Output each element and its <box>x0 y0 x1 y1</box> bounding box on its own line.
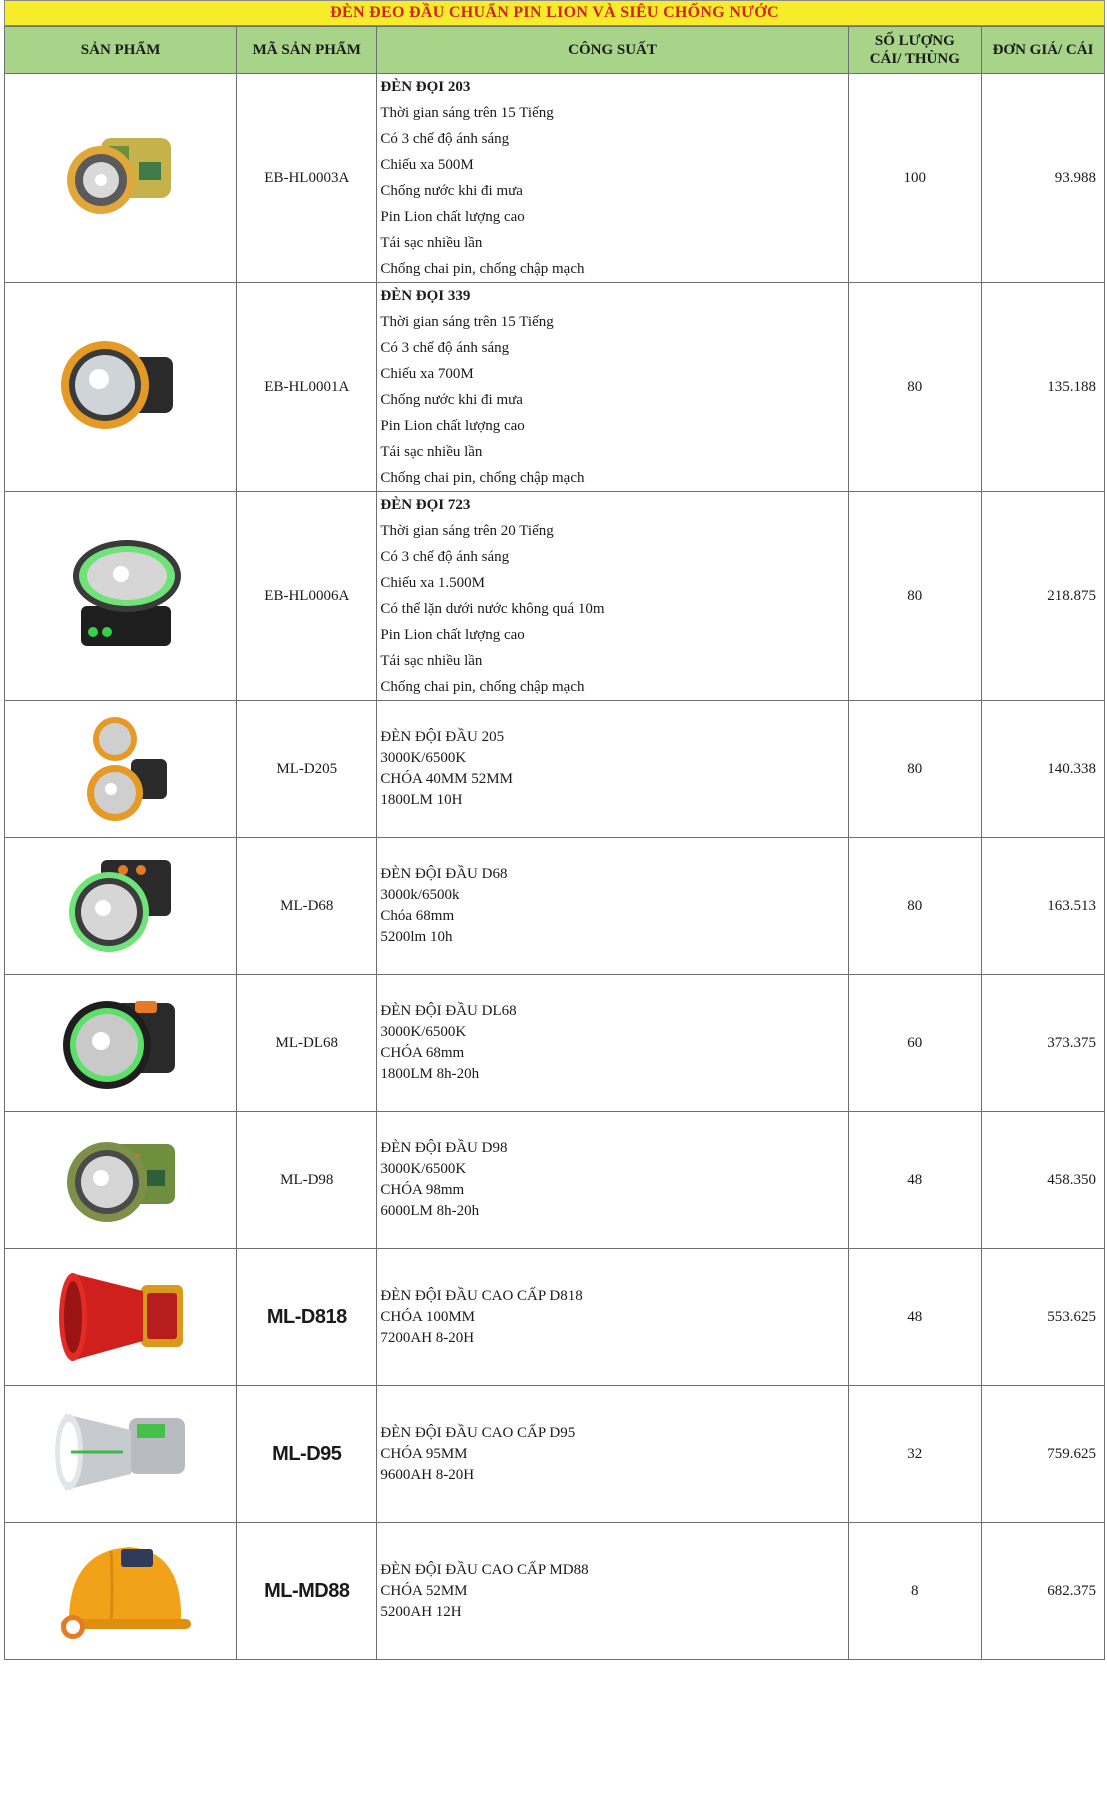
product-specs <box>377 1386 848 1523</box>
product-image-cell <box>5 838 237 975</box>
product-image-cell <box>5 1386 237 1523</box>
product-specs <box>377 283 848 492</box>
product-name: ĐÈN ĐỘI ĐẦU D68 <box>380 866 508 882</box>
spec-line: CHÓA 52MM <box>380 1582 468 1599</box>
spec-line: 9600AH 8-20H <box>380 1466 475 1483</box>
spec-line: Pin Lion chất lượng cao <box>380 627 525 643</box>
product-specs <box>377 975 848 1112</box>
spec-line: 3000K/6500K <box>380 1161 467 1177</box>
red-headlamp-icon <box>5 1257 236 1377</box>
spec-line: Có 3 chế độ ánh sáng <box>380 549 510 565</box>
product-specs <box>377 1249 848 1386</box>
product-code: ML-D95 <box>237 1386 377 1523</box>
spec-line: Chống nước khi đi mưa <box>380 392 523 408</box>
product-row <box>5 1523 1105 1660</box>
product-price: 373.375 <box>981 975 1104 1112</box>
spec-line: 3000k/6500k <box>380 887 460 903</box>
product-price: 140.338 <box>981 701 1104 838</box>
product-row <box>5 975 1105 1112</box>
spec-line: Chống chai pin, chống chập mạch <box>380 470 585 486</box>
header-code: MÃ SẢN PHẨM <box>237 27 377 74</box>
spec-line: 7200AH 8-20H <box>380 1329 475 1346</box>
spec-line: 1800LM 10H <box>380 792 463 808</box>
product-qty: 80 <box>848 838 981 975</box>
product-row <box>5 1112 1105 1249</box>
spec-line: Có thể lặn dưới nước không quá 10m <box>380 601 605 617</box>
product-row <box>5 1249 1105 1386</box>
product-code: ML-D205 <box>237 701 377 838</box>
spec-line: Pin Lion chất lượng cao <box>380 418 525 434</box>
spec-line: Chiếu xa 500M <box>380 157 474 173</box>
product-name: ĐÈN ĐỌI 723 <box>380 497 471 513</box>
product-price: 93.988 <box>981 74 1104 283</box>
spec-line: CHÓA 95MM <box>380 1445 468 1462</box>
header-qty <box>848 27 981 74</box>
camo-headlamp-icon <box>5 1120 236 1240</box>
sheet-title: ĐÈN ĐEO ĐẦU CHUẨN PIN LION VÀ SIÊU CHỐNG NƯỚC <box>4 0 1105 26</box>
product-qty: 100 <box>848 74 981 283</box>
spec-line: Tái sạc nhiều lần <box>380 235 483 251</box>
orange-headlamp-icon <box>5 327 236 447</box>
product-image-cell <box>5 283 237 492</box>
product-row <box>5 838 1105 975</box>
spec-line: CHÓA 98mm <box>380 1182 465 1198</box>
product-price: 682.375 <box>981 1523 1104 1660</box>
product-qty: 60 <box>848 975 981 1112</box>
product-specs <box>377 492 848 701</box>
product-name: ĐÈN ĐỌI 203 <box>380 79 471 95</box>
product-image-cell <box>5 1249 237 1386</box>
product-name: ĐÈN ĐỘI ĐẦU D98 <box>380 1140 508 1156</box>
product-name: ĐÈN ĐỘI ĐẦU DL68 <box>380 1003 517 1019</box>
black-green-headlamp-icon <box>5 983 236 1103</box>
product-code: ML-MD88 <box>237 1523 377 1660</box>
spec-line: Chiếu xa 1.500M <box>380 575 485 591</box>
spec-line: Có 3 chế độ ánh sáng <box>380 340 510 356</box>
product-name: ĐÈN ĐỘI ĐẦU CAO CẤP MD88 <box>380 1561 589 1578</box>
product-specs <box>377 1112 848 1249</box>
product-code: EB-HL0006A <box>237 492 377 701</box>
product-image-cell <box>5 1523 237 1660</box>
header-qty-line2: CÁI/ THÙNG <box>869 51 960 67</box>
square-headlamp-icon <box>5 846 236 966</box>
product-qty: 80 <box>848 701 981 838</box>
spec-line: Thời gian sáng trên 20 Tiếng <box>380 523 554 539</box>
header-product: SẢN PHẨM <box>5 27 237 74</box>
product-image-cell <box>5 492 237 701</box>
product-price: 553.625 <box>981 1249 1104 1386</box>
product-name: ĐÈN ĐỘI ĐẦU CAO CẤP D95 <box>380 1424 576 1441</box>
product-image-cell <box>5 701 237 838</box>
product-price: 759.625 <box>981 1386 1104 1523</box>
product-qty: 48 <box>848 1249 981 1386</box>
helmet-headlamp-icon <box>5 1531 236 1651</box>
product-row <box>5 492 1105 701</box>
product-name: ĐÈN ĐỌI 339 <box>380 288 471 304</box>
spec-line: 5200AH 12H <box>380 1603 462 1620</box>
spec-line: CHÓA 40MM 52MM <box>380 771 513 787</box>
product-table <box>4 26 1105 1660</box>
product-image-cell <box>5 74 237 283</box>
spec-line: 3000K/6500K <box>380 1024 467 1040</box>
spec-line: 3000K/6500K <box>380 750 467 766</box>
double-headlamp-icon <box>5 709 236 829</box>
spec-line: Chóa 68mm <box>380 908 455 924</box>
spec-line: 5200lm 10h <box>380 929 453 945</box>
price-sheet <box>4 0 1105 1660</box>
camouflage-headlamp-icon <box>5 118 236 238</box>
product-code: EB-HL0003A <box>237 74 377 283</box>
spec-line: Chống chai pin, chống chập mạch <box>380 261 585 277</box>
product-specs <box>377 74 848 283</box>
spec-line: Có 3 chế độ ánh sáng <box>380 131 510 147</box>
product-price: 458.350 <box>981 1112 1104 1249</box>
product-price: 218.875 <box>981 492 1104 701</box>
product-row <box>5 74 1105 283</box>
product-qty: 32 <box>848 1386 981 1523</box>
product-image-cell <box>5 1112 237 1249</box>
product-row <box>5 701 1105 838</box>
spec-line: CHÓA 100MM <box>380 1308 475 1325</box>
product-specs <box>377 838 848 975</box>
spec-line: Chiếu xa 700M <box>380 366 474 382</box>
spec-line: Pin Lion chất lượng cao <box>380 209 525 225</box>
spec-line: 1800LM 8h-20h <box>380 1066 480 1082</box>
spec-line: Tái sạc nhiều lần <box>380 444 483 460</box>
product-code: ML-DL68 <box>237 975 377 1112</box>
header-qty-line1: SỐ LƯỢNG <box>874 33 955 49</box>
product-price: 163.513 <box>981 838 1104 975</box>
product-code: EB-HL0001A <box>237 283 377 492</box>
spec-line: Chống nước khi đi mưa <box>380 183 523 199</box>
silver-headlamp-icon <box>5 1394 236 1514</box>
spec-line: Thời gian sáng trên 15 Tiếng <box>380 314 554 330</box>
header-row <box>5 27 1105 74</box>
product-code: ML-D68 <box>237 838 377 975</box>
header-power: CÔNG SUẤT <box>377 27 848 74</box>
product-row <box>5 283 1105 492</box>
product-specs <box>377 701 848 838</box>
product-qty: 80 <box>848 492 981 701</box>
product-row <box>5 1386 1105 1523</box>
product-code: ML-D98 <box>237 1112 377 1249</box>
product-price: 135.188 <box>981 283 1104 492</box>
spec-line: Chống chai pin, chống chập mạch <box>380 679 585 695</box>
product-qty: 8 <box>848 1523 981 1660</box>
spec-line: CHÓA 68mm <box>380 1045 465 1061</box>
product-code: ML-D818 <box>237 1249 377 1386</box>
header-price: ĐƠN GIÁ/ CÁI <box>981 27 1104 74</box>
green-ring-headlamp-icon <box>5 536 236 656</box>
product-specs <box>377 1523 848 1660</box>
spec-line: Thời gian sáng trên 15 Tiếng <box>380 105 554 121</box>
product-name: ĐÈN ĐỘI ĐẦU 205 <box>380 729 505 745</box>
product-name: ĐÈN ĐỘI ĐẦU CAO CẤP D818 <box>380 1287 583 1304</box>
spec-line: 6000LM 8h-20h <box>380 1203 480 1219</box>
product-qty: 80 <box>848 283 981 492</box>
spec-line: Tái sạc nhiều lần <box>380 653 483 669</box>
product-image-cell <box>5 975 237 1112</box>
product-qty: 48 <box>848 1112 981 1249</box>
